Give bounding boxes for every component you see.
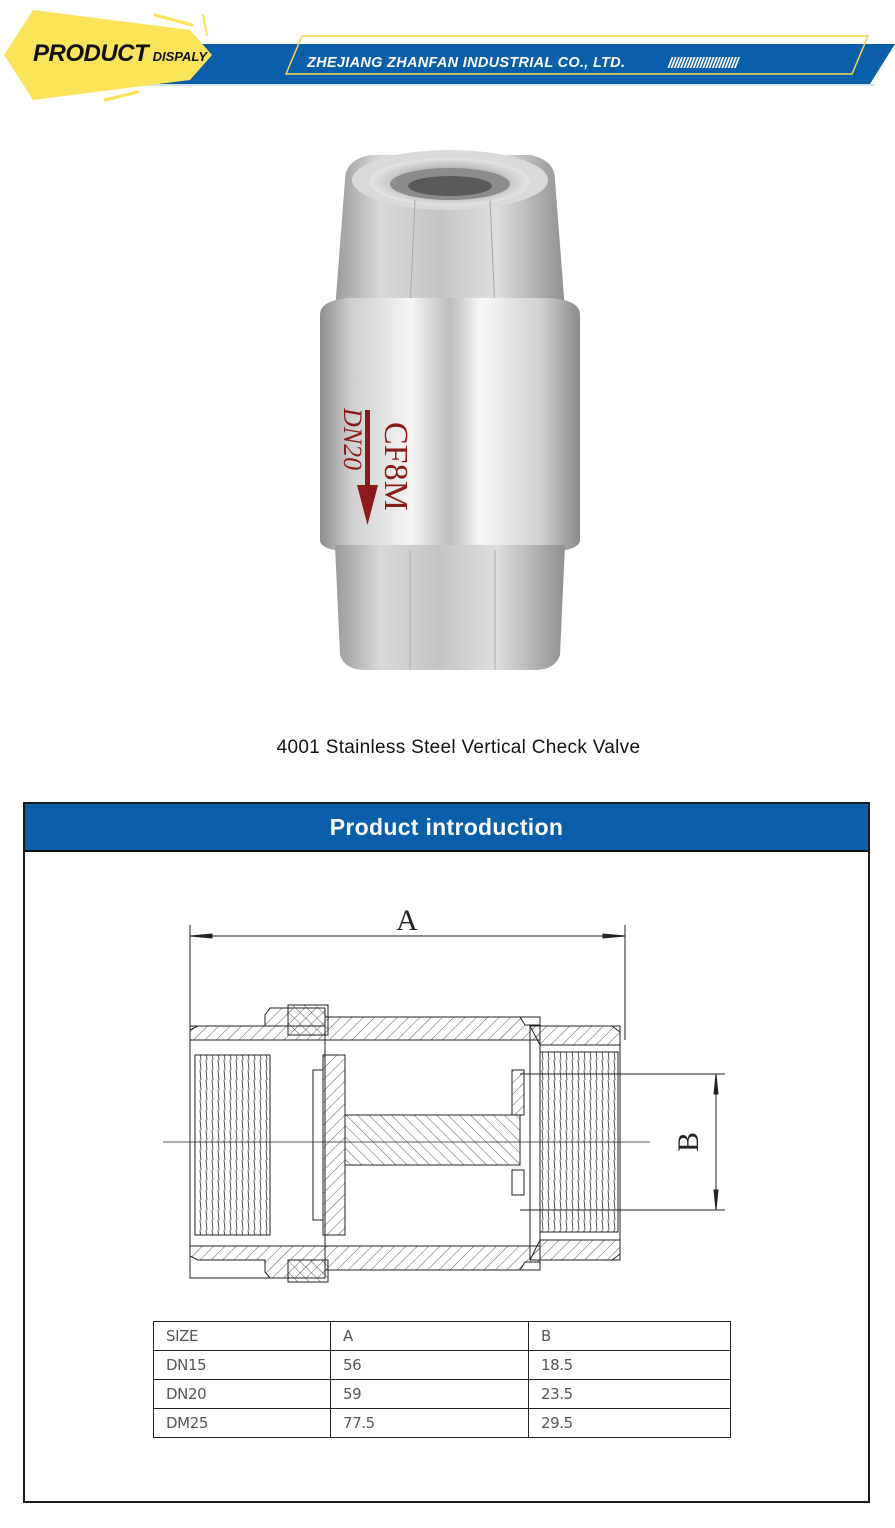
decorative-hatch: ////////////////////// — [668, 55, 738, 72]
table-cell: DN15 — [154, 1351, 331, 1380]
table-cell: 29.5 — [529, 1409, 731, 1438]
table-header-row — [154, 1322, 731, 1351]
dimension-a-label: A — [396, 904, 418, 937]
table-cell: 59 — [331, 1380, 529, 1409]
svg-text:CF8M: CF8M — [377, 422, 414, 511]
size-table — [153, 1321, 731, 1438]
svg-text:DN20: DN20 — [338, 408, 367, 471]
technical-drawing — [150, 900, 750, 1300]
product-caption: 4001 Stainless Steel Vertical Check Valve — [276, 737, 641, 758]
table-cell: 18.5 — [529, 1351, 731, 1380]
header-cell: SIZE — [154, 1322, 331, 1351]
product-label-big: PRODUCT — [33, 40, 149, 67]
section-title: Product introduction — [329, 813, 564, 840]
table-cell: 56 — [331, 1351, 529, 1380]
table-cell: 23.5 — [529, 1380, 731, 1409]
product-label-small: DISPALY — [152, 49, 208, 64]
dimension-b-label: B — [672, 1131, 705, 1153]
header-cell: A — [331, 1322, 529, 1351]
table-row — [154, 1351, 731, 1380]
table-cell: 77.5 — [331, 1409, 529, 1438]
header-banner — [0, 0, 895, 110]
table-row — [154, 1409, 731, 1438]
header-cell: B — [529, 1322, 731, 1351]
table-cell: DN20 — [154, 1380, 331, 1409]
section-header — [25, 804, 868, 852]
table-row — [154, 1380, 731, 1409]
company-name: ZHEJIANG ZHANFAN INDUSTRIAL CO., LTD. — [307, 55, 626, 71]
table-cell: DM25 — [154, 1409, 331, 1438]
product-display-label — [33, 40, 207, 68]
product-photo — [310, 140, 590, 680]
